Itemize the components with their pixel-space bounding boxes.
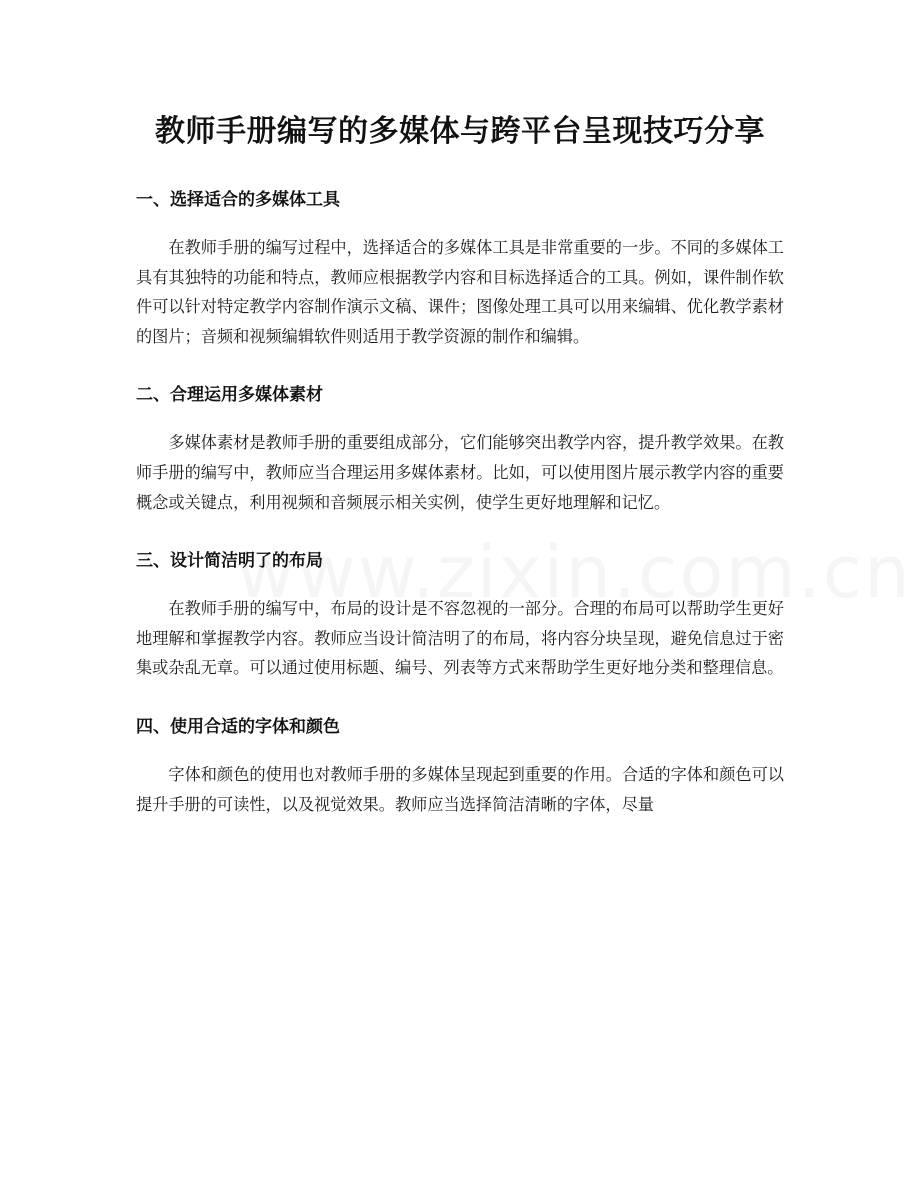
section-heading-4: 四、使用合适的字体和颜色 [136, 716, 340, 737]
section-heading-1: 一、选择适合的多媒体工具 [136, 190, 340, 210]
page-title: 教师手册编写的多媒体与跨平台呈现技巧分享 [155, 114, 765, 149]
section-paragraph-2: 多媒体素材是教师手册的重要组成部分，它们能够突出教学内容，提升教学效果。在教师手册的编写中，教师应当合理运用多媒体素材。比如，可以使用图片展示教学内容的重要概念或关键点，利用视频和音频展示相关实例，使学生更好地理解和记忆。 [136, 433, 784, 512]
section-paragraph-1: 在教师手册的编写过程中，选择适合的多媒体工具是非常重要的一步。不同的多媒体工具有其独特的功能和特点，教师应根据教学内容和目标选择适合的工具。例如，课件制作软件可以针对特定教学内容制作演示文稿、课件；图像处理工具可以用来编辑、优化教学素材的图片；音频和视频编辑软件则适用于教学资源的制作和编辑。 [136, 238, 784, 346]
section-heading-3: 三、设计简洁明了的布局 [136, 551, 323, 572]
section-paragraph-3: 在教师手册的编写中，布局的设计是不容忽视的一部分。合理的布局可以帮助学生更好地理解和掌握教学内容。教师应当设计简洁明了的布局，将内容分块呈现，避免信息过于密集或杂乱无章。可以通过使用标题、编号、列表等方式来帮助学生更好地分类和整理信息。 [136, 599, 784, 678]
section-paragraph-4: 字体和颜色的使用也对教师手册的多媒体呈现起到重要的作用。合适的字体和颜色可以提升手册的可读性，以及视觉效果。教师应当选择简洁清晰的字体，尽量 [136, 764, 784, 814]
section-heading-2: 二、合理运用多媒体素材 [136, 385, 323, 406]
